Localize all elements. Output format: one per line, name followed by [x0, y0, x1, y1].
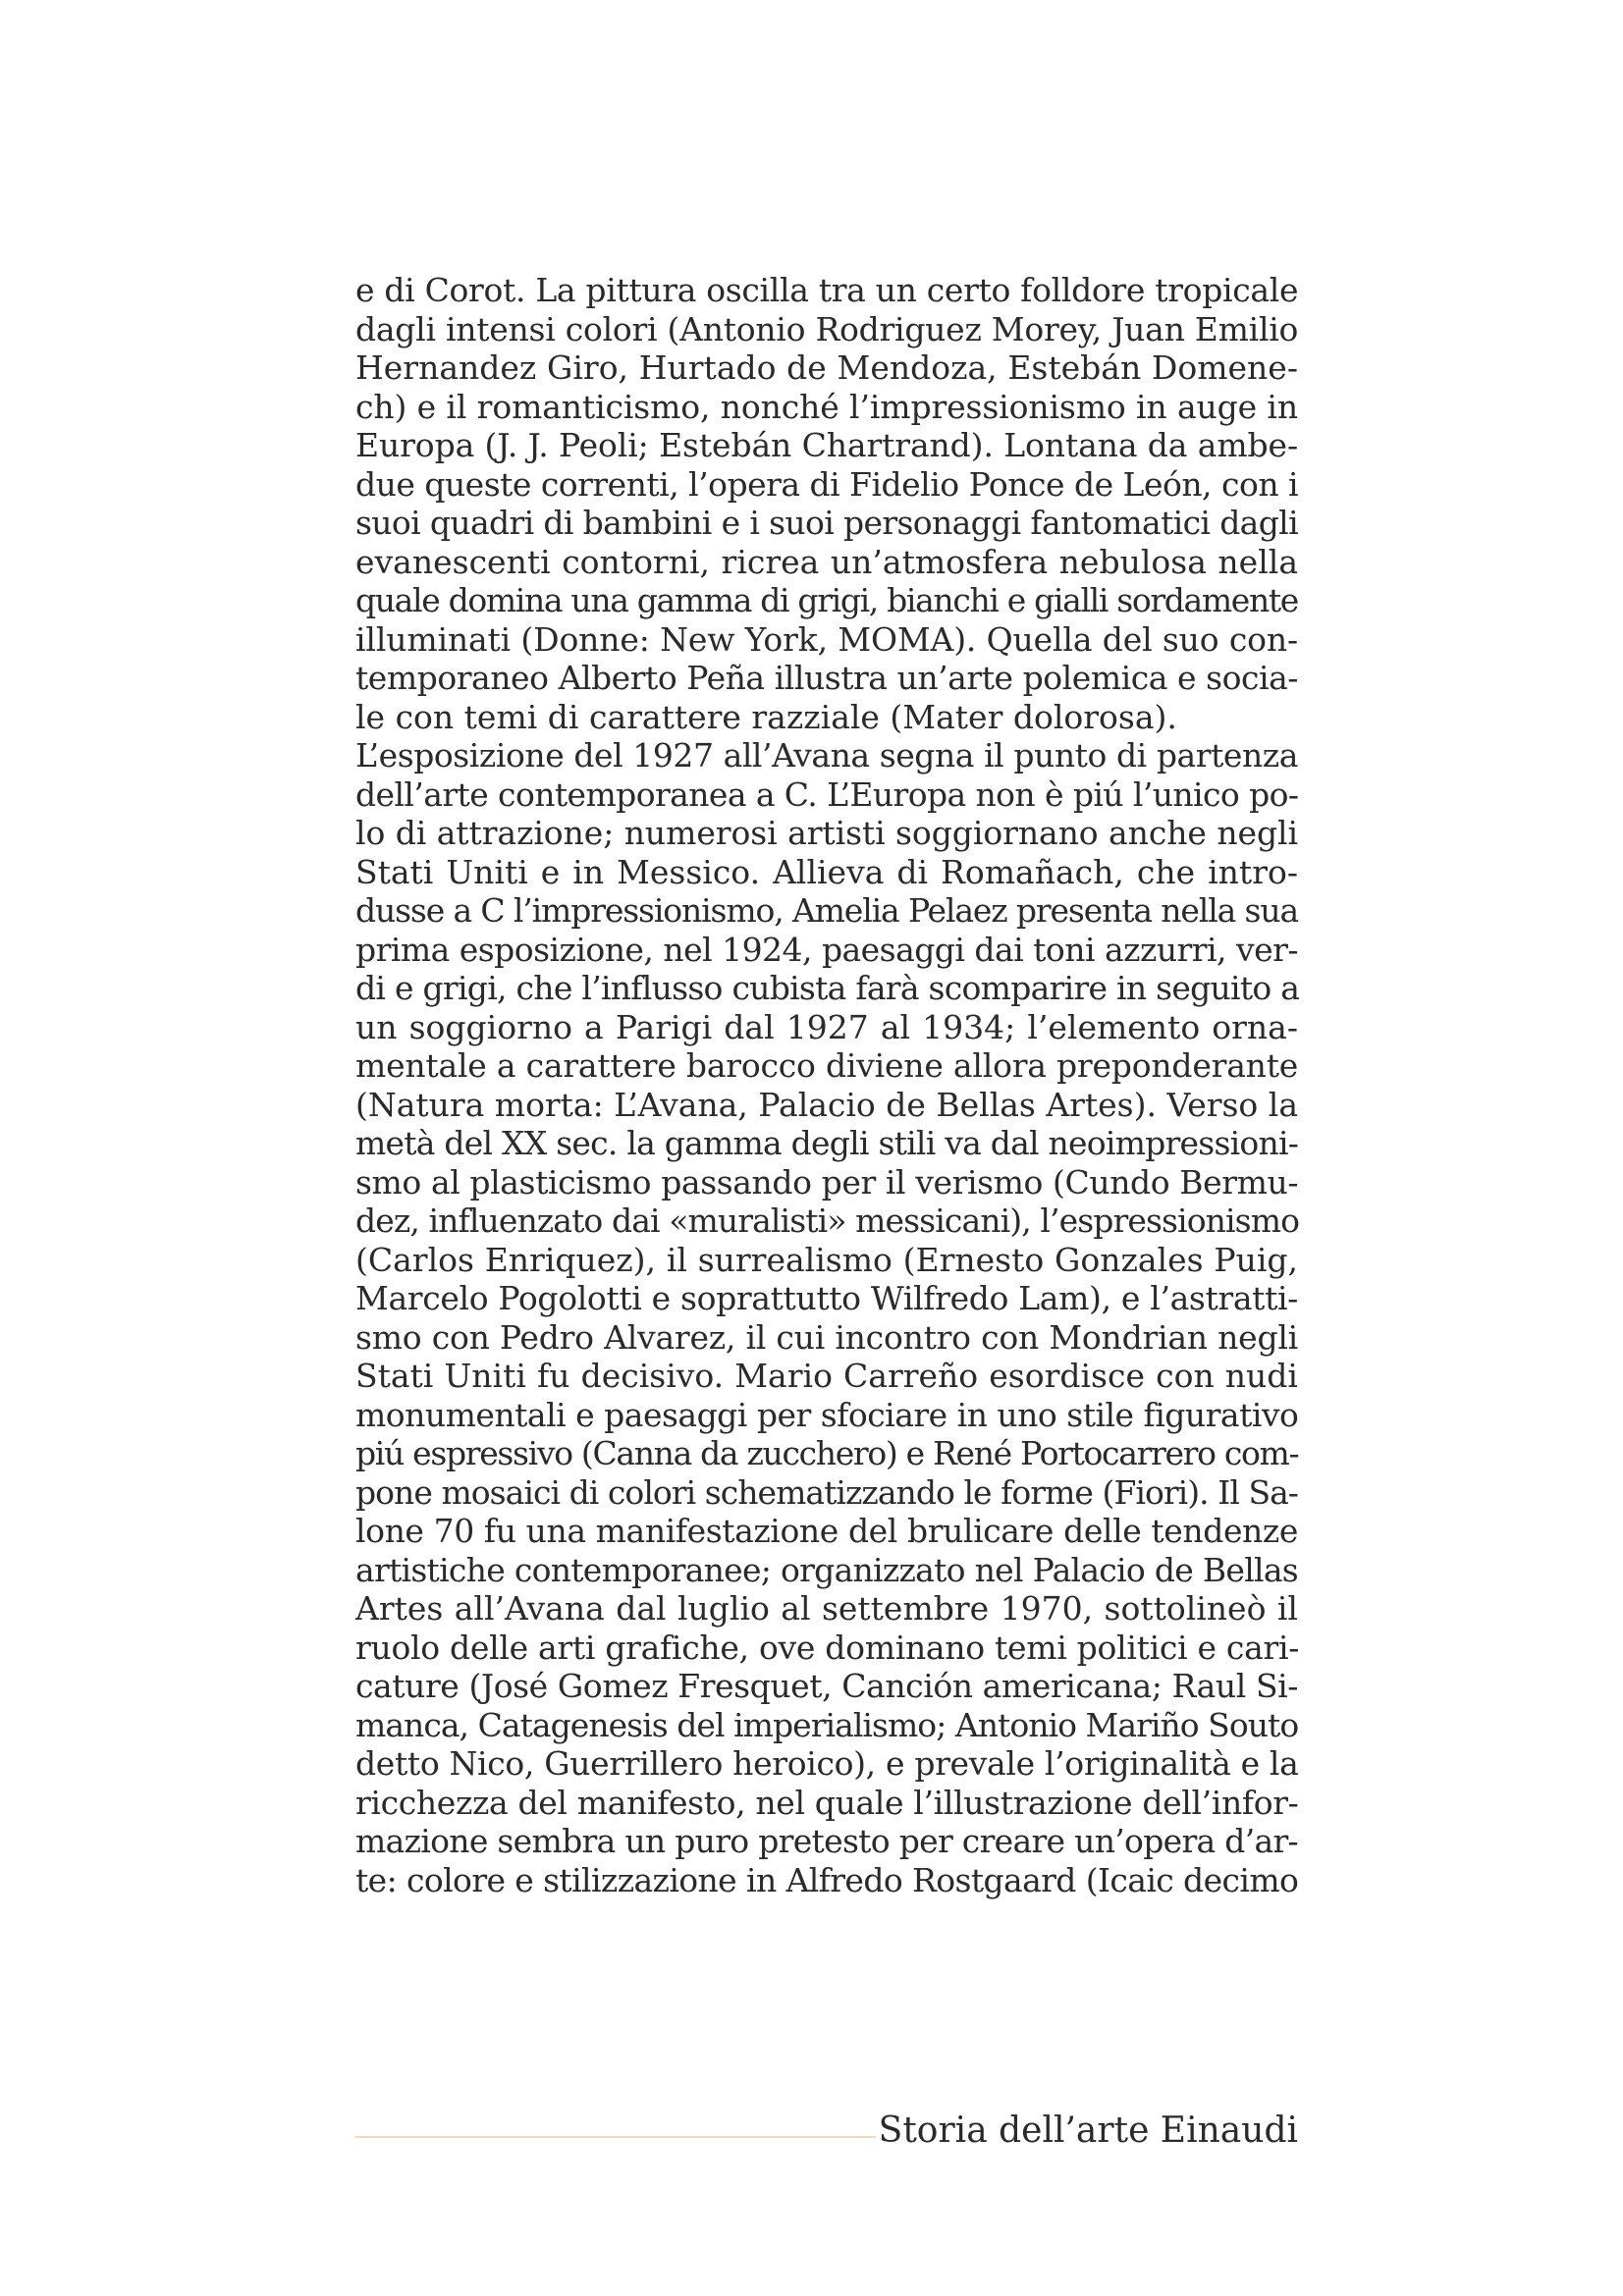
text-line: dez, influenzato dai «muralisti» messicani), l’espressionismo [355, 1201, 1300, 1240]
text-line: quale domina una gamma di grigi, bianchi e gialli sordamente [355, 581, 1298, 619]
text-line: L’esposizione del 1927 all’Avana segna il punto di partenza [355, 736, 1298, 774]
text-line: mentale a carattere barocco diviene allora preponderante [355, 1046, 1299, 1085]
text-line: te: colore e stilizzazione in Alfredo Rostgaard (Icaic decimo [355, 1860, 1299, 1899]
text-line: mazione sembra un puro pretesto per creare un’opera d’ar- [355, 1822, 1298, 1860]
text-line: manca, Catagenesis del imperialismo; Antonio Mariño Souto [355, 1705, 1299, 1744]
text-line: Europa (J. J. Peoli; Estebán Chartrand). Lontana da ambe- [355, 426, 1298, 464]
text-line: ruolo delle arti grafiche, ove dominano temi politici e cari- [355, 1628, 1300, 1667]
text-line: detto Nico, Guerrillero heroico), e prevale l’originalità e la [355, 1744, 1299, 1783]
text-line: Hernandez Giro, Hurtado de Mendoza, Estebán Domene- [355, 348, 1298, 387]
text-line: suoi quadri di bambini e i suoi personaggi fantomatici dagli [355, 504, 1298, 542]
text-line: (Natura morta: L’Avana, Palacio de Bellas Artes). Verso la [355, 1085, 1298, 1124]
footer-divider [355, 2136, 876, 2138]
body-text [355, 271, 1298, 1899]
text-line: cature (José Gomez Fresquet, Canción americana; Raul Si- [355, 1667, 1298, 1705]
text-line: di e grigi, che l’influsso cubista farà scomparire in seguito a [355, 969, 1300, 1007]
text-line: ricchezza del manifesto, nel quale l’illustrazione dell’infor- [355, 1783, 1299, 1822]
text-line: Stati Uniti e in Messico. Allieva di Romañach, che intro- [355, 852, 1298, 891]
text-line: due queste correnti, l’opera di Fidelio Ponce de León, con i [355, 464, 1299, 504]
text-line: ch) e il romanticismo, nonché l’impressionismo in auge in [355, 387, 1298, 426]
text-line: Stati Uniti fu decisivo. Mario Carreño esordisce con nudi [355, 1357, 1298, 1395]
text-line: lo di attrazione; numerosi artisti soggiornano anche negli [355, 814, 1298, 852]
text-line: piú espressivo (Canna da zucchero) e René Portocarrero com- [355, 1434, 1299, 1472]
text-line: evanescenti contorni, ricrea un’atmosfera nebulosa nella [355, 542, 1298, 581]
text-line: un soggiorno a Parigi dal 1927 al 1934; l’elemento orna- [355, 1007, 1298, 1046]
text-line: dusse a C l’impressionismo, Amelia Pelaez presenta nella sua [355, 891, 1298, 930]
footer-publication-title: Storia dell’arte Einaudi [878, 2110, 1298, 2151]
text-line: le con temi di carattere razziale (Mater dolorosa). [355, 697, 1177, 736]
text-line: e di Corot. La pittura oscilla tra un certo folldore tropicale [355, 271, 1299, 309]
text-line: dagli intensi colori (Antonio Rodriguez Morey, Juan Emilio [355, 309, 1299, 348]
text-line: temporaneo Alberto Peña illustra un’arte polemica e socia- [355, 659, 1298, 697]
text-line: prima esposizione, nel 1924, paesaggi dai toni azzurri, ver- [355, 930, 1298, 969]
text-line: illuminati (Donne: New York, MOMA). Quella del suo con- [355, 619, 1298, 659]
text-line: (Carlos Enriquez), il surrealismo (Ernesto Gonzales Puig, [355, 1240, 1298, 1279]
text-line: Artes all’Avana dal luglio al settembre 1970, sottolineò il [355, 1589, 1298, 1628]
text-line: artistiche contemporanee; organizzato nel Palacio de Bellas [355, 1550, 1298, 1589]
text-line: dell’arte contemporanea a C. L’Europa non è piú l’unico po- [355, 774, 1299, 814]
text-line: Marcelo Pogolotti e soprattutto Wilfredo Lam), e l’astratti- [355, 1279, 1298, 1317]
text-line: smo al plasticismo passando per il verismo (Cundo Bermu- [355, 1162, 1299, 1201]
text-line: lone 70 fu una manifestazione del brulicare delle tendenze [355, 1512, 1298, 1550]
text-line: pone mosaici di colori schematizzando le forme (Fiori). Il Sa- [355, 1472, 1298, 1512]
text-line: smo con Pedro Alvarez, il cui incontro con Mondrian negli [355, 1317, 1298, 1357]
text-line: metà del XX sec. la gamma degli stili va dal neoimpressioni- [355, 1124, 1299, 1162]
text-line: monumentali e paesaggi per sfociare in uno stile figurativo [355, 1395, 1299, 1434]
